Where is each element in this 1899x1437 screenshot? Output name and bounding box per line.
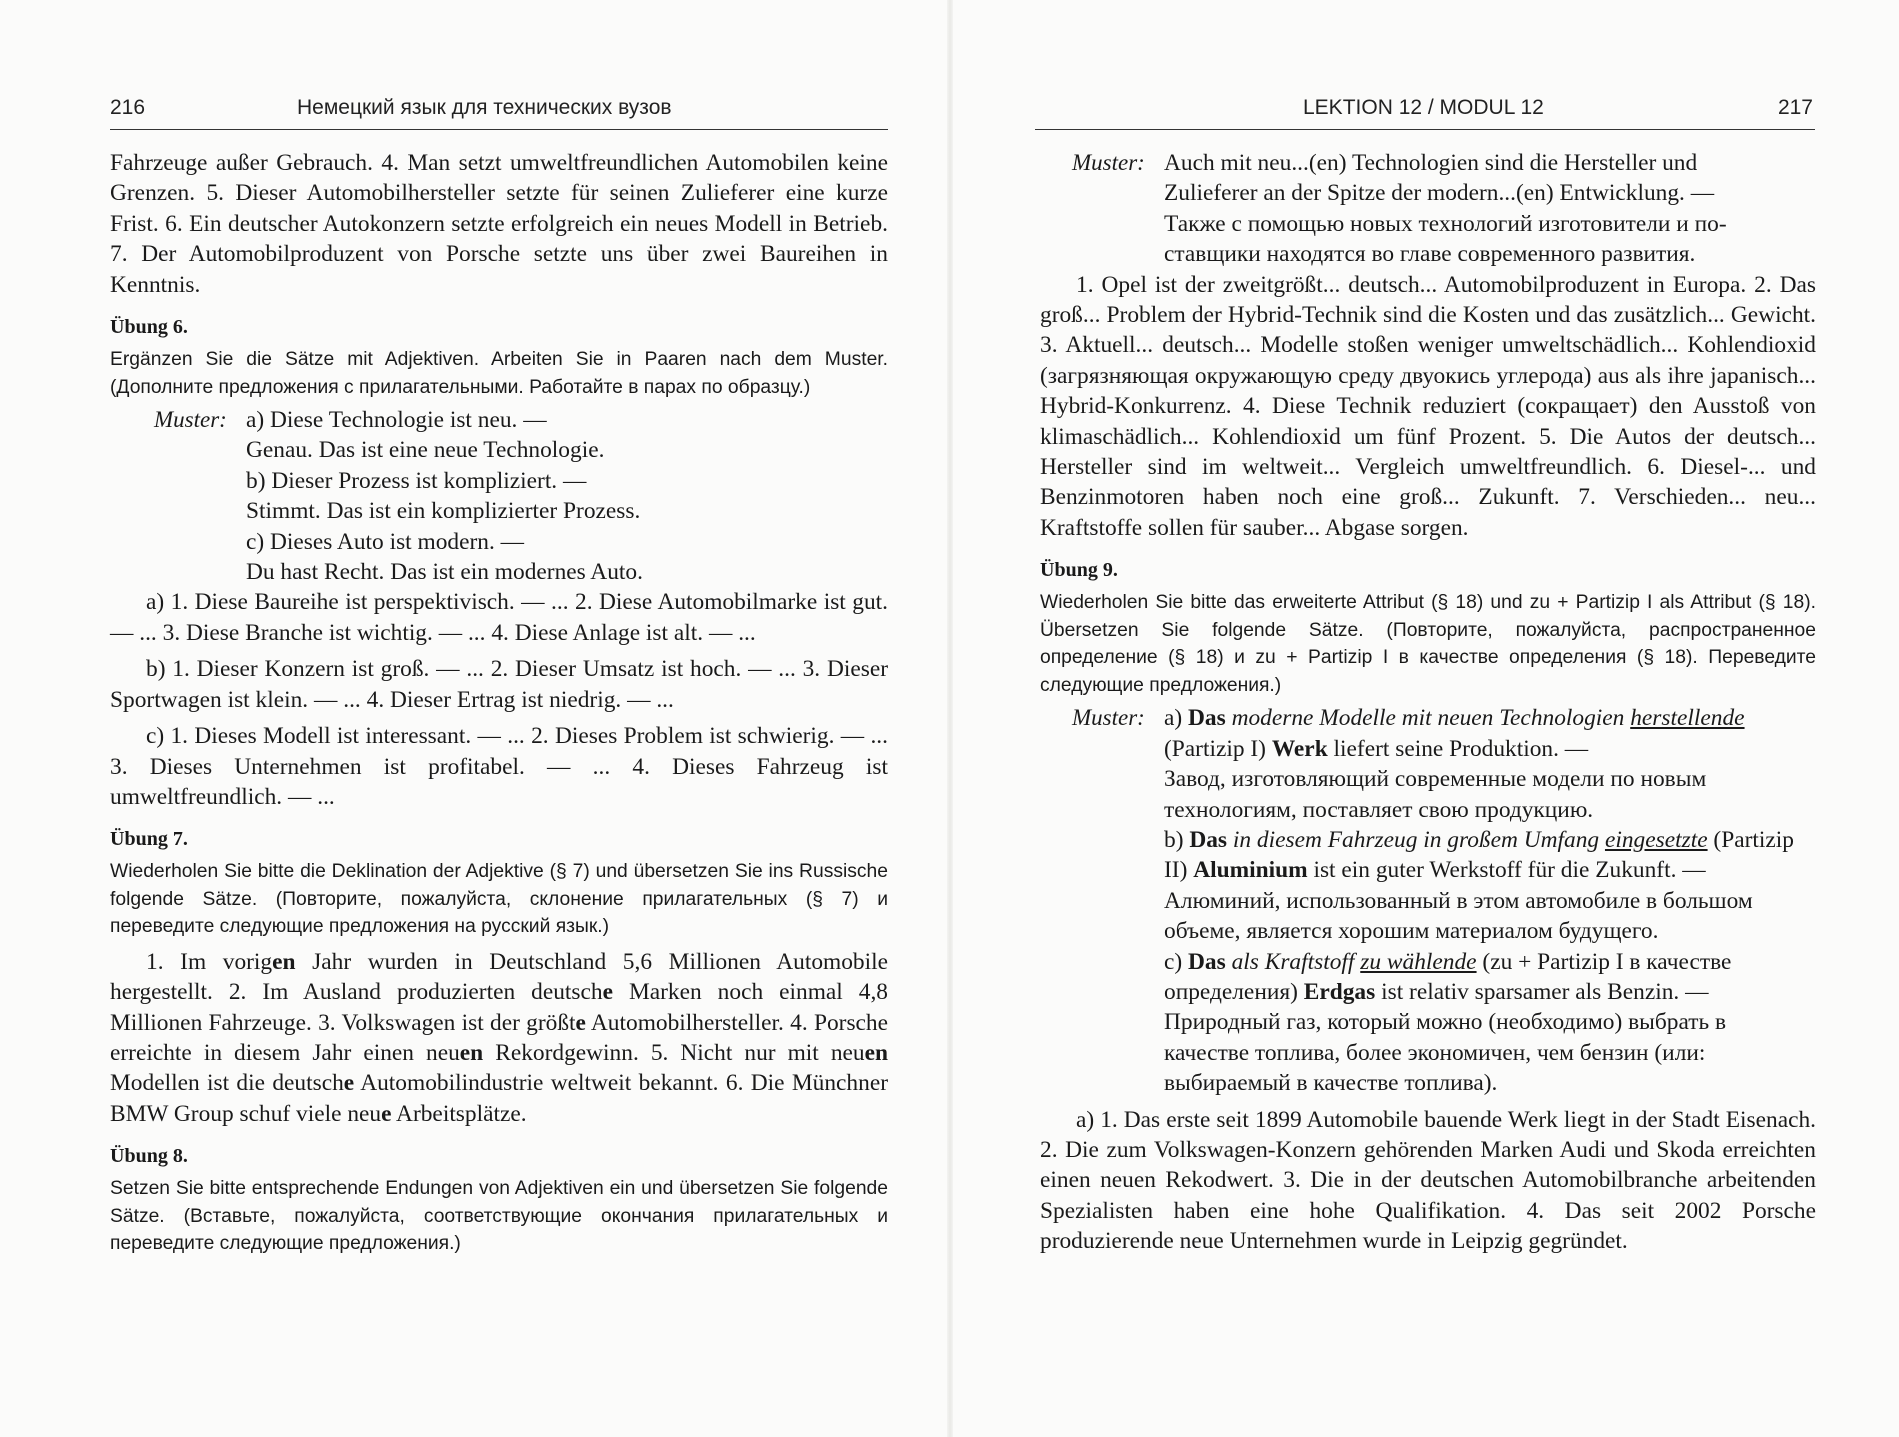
muster-line: ставщики находятся во главе современного развития.	[1164, 241, 1696, 268]
muster-label: Muster:	[1072, 705, 1145, 731]
muster-translation-b: Алюминий, использованный в этом автомобиле в большом объеме, является хорошим материалом будущего.	[1164, 887, 1753, 945]
muster-line: b) Dieser Prozess ist kompliziert. —	[246, 467, 587, 494]
bold-ending: e	[602, 979, 613, 1006]
exercise-9-title: Übung 9.	[1040, 559, 1118, 582]
exercise-8-sentences: 1. Opel ist der zweitgrößt... deutsch... Automobilproduzent in Europa. 2. Das groß... Problem der Hybrid-Technik sind die Kosten und das zusätzlich... Gewicht. 3. Aktuell... deutsch... Modelle stoßen weniger umweltschädlich... Kohlendioxid (загрязняющая окружающую среду двуокись углерода) aus als ihre japanisch... Hybrid-Konkurrenz. 4. Diese Technik reduziert (сокращает) den Ausstoß von klimaschädlich... Kohlendioxid um fünf Prozent. 5. Die Autos der deutsch... Hersteller sind im weltweit... Vergleich umweltfreundlich. 6. Diesel-... und Benzinmotoren haben noch eine groß... Zukunft. 7. Verschieden... neu... Kraftstoffe sollen für sauber... Abgase sorgen.	[1040, 271, 1816, 541]
exercise-7-task: Wiederholen Sie bitte die Deklination der Adjektive (§ 7) und übersetzen Sie ins Russische folgende Sätze. (Повторите, пожалуйста, склонение прилагательных (§ 7) и переведите следующие предложения на русский язык.)	[110, 861, 888, 938]
exercise-6-part-b: b) 1. Dieser Konzern ist groß. — ... 2. Dieser Umsatz ist hoch. — ... 3. Dieser Sportwagen ist klein. — ... 4. Dieser Ertrag ist niedrig. — ...	[110, 656, 888, 713]
text-run: (zu + Partizip I в качестве определения)	[1164, 948, 1732, 1005]
exercise-7-title: Übung 7.	[110, 828, 188, 851]
underlined-participle: zu wählende	[1360, 948, 1477, 975]
exercise-8-task: Setzen Sie bitte entsprechende Endungen von Adjektiven ein und übersetzen Sie folgende Sätze. (Вставьте, пожалуйста, соответствующие окончания прилагательных и переведите следующие предложения.)	[110, 1178, 888, 1255]
running-title: Немецкий язык для технических вузов	[297, 96, 672, 119]
text-run: 1. Im vorig	[146, 948, 273, 975]
left-page-body	[110, 148, 888, 1258]
text-run: ist ein guter Werkstoff für die Zukunft. —	[1307, 857, 1706, 884]
muster-line: Zulieferer an der Spitze der modern...(en) Entwicklung. —	[1164, 180, 1715, 207]
muster-translation-c: Природный газ, который можно (необходимо) выбрать в качестве топлива, более экономичен, чем бензин (или: выбираемый в качестве топлива).	[1164, 1009, 1727, 1097]
exercise-6-title: Übung 6.	[110, 316, 188, 339]
exercise-6-part-c: c) 1. Dieses Modell ist interessant. — ... 2. Dieses Problem ist schwierig. — ... 3. Dieses Unternehmen ist profitabel. — ... 4. Dieses Fahrzeug ist umweltfreundlich. — ...	[110, 723, 888, 810]
continued-paragraph: Fahrzeuge außer Gebrauch. 4. Man setzt umweltfreundlichen Automobilen keine Grenzen. 5. Dieser Automobilhersteller setzte für seinen Zulieferer eine kurze Frist. 6. Ein deutscher Autokonzern setzte erfolgreich ein neues Modell in Betrieb. 7. Der Automobilproduzent von Porsche setzte uns über zwei Baureihen in Kenntnis.	[110, 150, 888, 298]
left-running-head	[110, 96, 888, 130]
exercise-9-muster	[1040, 703, 1816, 1098]
exercise-9-task: Wiederholen Sie bitte das erweiterte Attribut (§ 18) und zu + Partizip I als Attribut (§ 18). Übersetzen Sie folgende Sätze. (Повторите, пожалуйста, распространенное определение (§ 18) и zu + Partizip I в качестве определения (§ 18). Переведите следующие предложения.)	[1040, 592, 1816, 696]
underlined-participle: eingesetzte	[1604, 826, 1708, 853]
text-run: b)	[1164, 826, 1190, 853]
bold-word: Werk	[1271, 735, 1328, 762]
muster-line: Du hast Recht. Das ist ein modernes Auto.	[246, 559, 643, 586]
underlined-participle: herstellende	[1630, 705, 1745, 732]
text-run: Arbeitsplätze.	[391, 1100, 527, 1127]
muster-translation-a: Завод, изготовляющий современные модели по новым технологиям, поставляет свою продукцию.	[1164, 766, 1707, 823]
exercise-6-task: Ergänzen Sie die Sätze mit Adjektiven. Arbeiten Sie in Paaren nach dem Muster. (Дополните предложения с прилагательными. Работайте в парах по образцу.)	[110, 349, 888, 398]
bold-ending: e	[575, 1009, 586, 1036]
muster-lines	[1164, 703, 1816, 1098]
bold-word: Das	[1188, 705, 1226, 732]
muster-example-c	[1164, 947, 1816, 1008]
italic-phrase: moderne Modelle mit neuen Technologien	[1225, 705, 1631, 732]
running-title: LEKTION 12 / MODUL 12	[1303, 96, 1544, 119]
bold-word: Aluminium	[1193, 857, 1308, 884]
text-run: Jahr wurden in Deutschland 5,6 Millionen Automobile hergestellt. 2. Im Ausland produzierten deutsch	[110, 948, 888, 1006]
text-run: a)	[1164, 705, 1189, 732]
bold-ending: e	[343, 1070, 355, 1097]
muster-label: Muster:	[1072, 150, 1145, 175]
muster-line: Stimmt. Das ist ein komplizierter Prozess.	[246, 498, 641, 525]
muster-example-b	[1164, 825, 1816, 886]
text-run: Marken noch einmal 4,8 Millionen Fahrzeuge. 3. Volkswagen ist der größt	[110, 979, 888, 1036]
text-run: Automobilindustrie weltweit bekannt. 6. Die Münchner BMW Group schuf viele neu	[110, 1070, 888, 1127]
page-number: 216	[110, 96, 146, 119]
exercise-9-part-a: a) 1. Das erste seit 1899 Automobile bauende Werk liegt in der Stadt Eisenach. 2. Die zum Volkswagen-Konzern gehörenden Marken Audi und Skoda erreichten einen neuen Rekodwert. 3. Die in der deutschen Automobilbranche arbeitenden Spezialisten haben eine hohe Qualifikation. 4. Das seit 2002 Porsche produzierende neue Unternehmen wurde in Leipzig gegründet.	[1040, 1106, 1816, 1255]
bold-word: Das	[1189, 826, 1228, 853]
exercise-6-part-a: a) 1. Diese Baureihe ist perspektivisch. — ... 2. Diese Automobilmarke ist gut. — ... 3. Diese Branche ist wichtig. — ... 4. Diese Anlage ist alt. — ...	[110, 589, 888, 646]
muster-label: Muster:	[154, 407, 227, 433]
text-run: (Partizip I)	[1164, 735, 1272, 762]
bold-ending: e	[381, 1100, 392, 1127]
right-page	[950, 0, 1899, 1437]
right-page-body	[1040, 148, 1816, 1257]
exercise-6-muster	[110, 405, 888, 587]
header-rule	[110, 129, 888, 130]
header-rule	[1035, 129, 1815, 130]
exercise-8-title: Übung 8.	[110, 1145, 188, 1168]
muster-line: a) Diese Technologie ist neu. —	[246, 407, 547, 434]
exercise-7-sentences	[110, 947, 888, 1129]
text-run: ist relativ sparsamer als Benzin. —	[1375, 978, 1709, 1005]
bold-word: Das	[1188, 948, 1226, 975]
muster-lines	[246, 405, 888, 587]
text-run: Automobilhersteller. 4. Porsche erreichte in diesem Jahr einen neu	[110, 1009, 889, 1067]
page-number: 217	[1777, 96, 1813, 119]
text-run: Modellen ist die deutsch	[110, 1070, 344, 1097]
italic-phrase: als Kraftstoff	[1225, 948, 1361, 975]
text-run: (Partizip II)	[1164, 826, 1794, 884]
right-running-head	[1035, 96, 1815, 130]
text-run: c)	[1164, 948, 1189, 975]
muster-line: Auch mit neu...(en) Technologien sind die Hersteller und	[1164, 150, 1698, 176]
muster-lines	[1164, 148, 1816, 270]
bold-ending: en	[459, 1040, 484, 1067]
bold-ending: en	[272, 948, 296, 975]
muster-line: Также с помощью новых технологий изготовители и по-	[1164, 210, 1727, 237]
exercise-8-muster	[1040, 148, 1816, 270]
text-run: liefert seine Produktion. —	[1327, 735, 1589, 762]
italic-phrase: in diesem Fahrzeug in großem Umfang	[1227, 826, 1605, 853]
bold-word: Erdgas	[1303, 978, 1376, 1005]
text-run: Rekordgewinn. 5. Nicht nur mit neu	[483, 1040, 865, 1067]
muster-line: Genau. Das ist eine neue Technologie.	[246, 437, 605, 464]
muster-line: c) Dieses Auto ist modern. —	[246, 528, 525, 555]
bold-ending: en	[864, 1040, 888, 1067]
muster-example-a	[1164, 703, 1816, 764]
